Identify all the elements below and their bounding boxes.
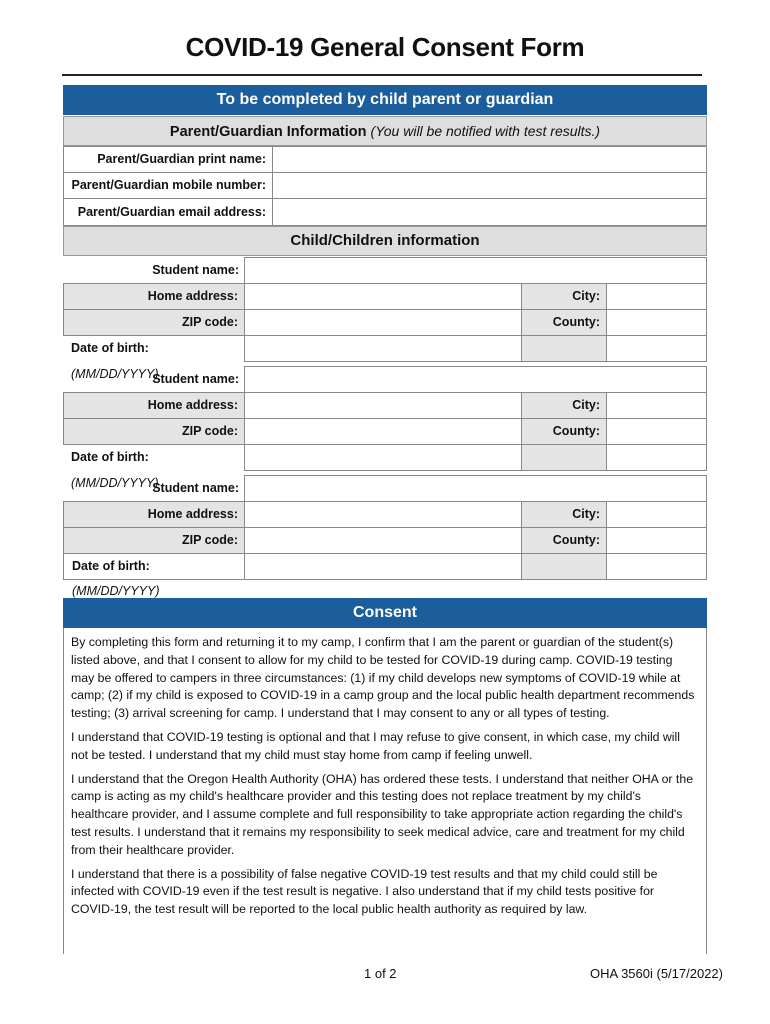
- consent-header: Consent: [63, 598, 707, 628]
- student-name-input[interactable]: [244, 475, 707, 502]
- dob-label-cell: [63, 553, 245, 598]
- dob-label: [64, 554, 244, 604]
- home-address-input[interactable]: [244, 392, 522, 419]
- county-label: County:: [552, 533, 600, 547]
- parent-section-note: (You will be notified with test results.): [370, 123, 601, 139]
- child-section-title: Child/Children information: [290, 232, 480, 249]
- blank-cell: [606, 553, 707, 580]
- county-label-cell: [521, 527, 607, 554]
- zip-label: ZIP code:: [181, 424, 238, 438]
- dob-label-text: Date of birth:: [72, 559, 150, 573]
- student-name-label: Student name:: [152, 263, 239, 277]
- parent-mobile-label: Parent/Guardian mobile number:: [71, 178, 266, 192]
- child-section-header: [63, 226, 707, 256]
- blank-cell: [606, 444, 707, 471]
- parent-mobile-input[interactable]: [272, 172, 707, 199]
- student-name-label: Student name:: [152, 372, 239, 386]
- city-label-cell: [521, 501, 607, 528]
- parent-email-input[interactable]: [272, 198, 707, 226]
- city-label: City:: [572, 398, 600, 412]
- student-name-input[interactable]: [244, 257, 707, 284]
- county-label-cell: [521, 418, 607, 445]
- parent-mobile-label-cell: [63, 172, 273, 199]
- county-input[interactable]: [606, 418, 707, 445]
- parent-section-header: [63, 116, 707, 146]
- dob-format: (MM/DD/YYYY): [71, 367, 159, 381]
- county-label-cell: [521, 309, 607, 336]
- city-label-cell: [521, 392, 607, 419]
- zip-label-cell: [63, 309, 245, 336]
- home-address-label: Home address:: [147, 289, 238, 303]
- city-input[interactable]: [606, 392, 707, 419]
- zip-label-cell: [63, 527, 245, 554]
- parent-name-label-cell: [63, 146, 273, 173]
- city-label: City:: [572, 289, 600, 303]
- home-address-label: Home address:: [147, 398, 238, 412]
- blank-cell: [521, 444, 607, 471]
- city-label: City:: [572, 507, 600, 521]
- county-label: County:: [552, 315, 600, 329]
- county-input[interactable]: [606, 309, 707, 336]
- dob-input[interactable]: [244, 335, 522, 362]
- dob-format: (MM/DD/YYYY): [72, 584, 160, 598]
- student-name-label: Student name:: [152, 481, 239, 495]
- city-label-cell: [521, 283, 607, 310]
- home-address-input[interactable]: [244, 283, 522, 310]
- blank-cell: [606, 335, 707, 362]
- dob-label-text: Date of birth:: [71, 341, 149, 355]
- home-address-label-cell: [63, 392, 245, 419]
- consent-paragraph-4: I understand that there is a possibility of false negative COVID-19 test results and that my child could still be infected with COVID-19 even if the test result is negative. I also understand that if my child tests positive for COVID-19, the test result will be reported to the local public health authority as required by law.: [71, 866, 658, 917]
- home-address-label-cell: [63, 283, 245, 310]
- zip-label: ZIP code:: [181, 315, 238, 329]
- zip-input[interactable]: [244, 418, 522, 445]
- consent-paragraph-2: I understand that COVID-19 testing is optional and that I may refuse to give consent, in which case, my child will not be tested. I understand that my child must stay home from camp if feeling unwell.: [71, 729, 681, 762]
- home-address-label-cell: [63, 501, 245, 528]
- title-rule: [62, 74, 702, 76]
- zip-input[interactable]: [244, 527, 522, 554]
- parent-section-title: Parent/Guardian Information: [169, 124, 367, 140]
- parent-name-input[interactable]: [272, 146, 707, 173]
- county-input[interactable]: [606, 527, 707, 554]
- parent-email-label-cell: [63, 198, 273, 226]
- form-title: COVID-19 General Consent Form: [185, 32, 585, 62]
- student-name-input[interactable]: [244, 366, 707, 393]
- parent-name-label: Parent/Guardian print name:: [97, 152, 266, 166]
- home-address-input[interactable]: [244, 501, 522, 528]
- city-input[interactable]: [606, 283, 707, 310]
- parent-email-label: Parent/Guardian email address:: [77, 205, 266, 219]
- zip-label: ZIP code:: [181, 533, 238, 547]
- zip-label-cell: [63, 418, 245, 445]
- blank-cell: [521, 335, 607, 362]
- banner: To be completed by child parent or guardian: [63, 85, 707, 115]
- blank-cell: [521, 553, 607, 580]
- consent-paragraph-1: By completing this form and returning it to my camp, I confirm that I am the parent or guardian of the student(s) listed above, and that I consent to allow for my child to be tested for COVID-19 during camp. COVID-19 testing may be offered to campers in three circumstances: (1) if my child develops new symptoms of COVID-19 while at camp; (2) if my child is exposed to COVID-19 in a camp group and the local public health department recommends testing; (3) arrival screening for camp. I understand that I may consent to any or all types of testing.: [71, 635, 695, 721]
- city-input[interactable]: [606, 501, 707, 528]
- page-number: 1 of 2: [364, 966, 397, 981]
- consent-paragraph-3: I understand that the Oregon Health Authority (OHA) has ordered these tests. I understand that neither OHA or the camp is acting as my child's healthcare provider and this testing does not replace treatment by my child's healthcare provider, and I assume complete and full responsibility to take appropriate action regarding the child's test results. I understand that it remains my responsibility to seek medical advice, care and treatment for my child from their healthcare provider.: [71, 771, 694, 857]
- dob-format: (MM/DD/YYYY): [71, 476, 159, 490]
- dob-label-text: Date of birth:: [71, 450, 149, 464]
- zip-input[interactable]: [244, 309, 522, 336]
- county-label: County:: [552, 424, 600, 438]
- dob-input[interactable]: [244, 553, 522, 580]
- form-id: OHA 3560i (5/17/2022): [590, 966, 723, 981]
- home-address-label: Home address:: [147, 507, 238, 521]
- consent-body: [63, 628, 707, 954]
- dob-input[interactable]: [244, 444, 522, 471]
